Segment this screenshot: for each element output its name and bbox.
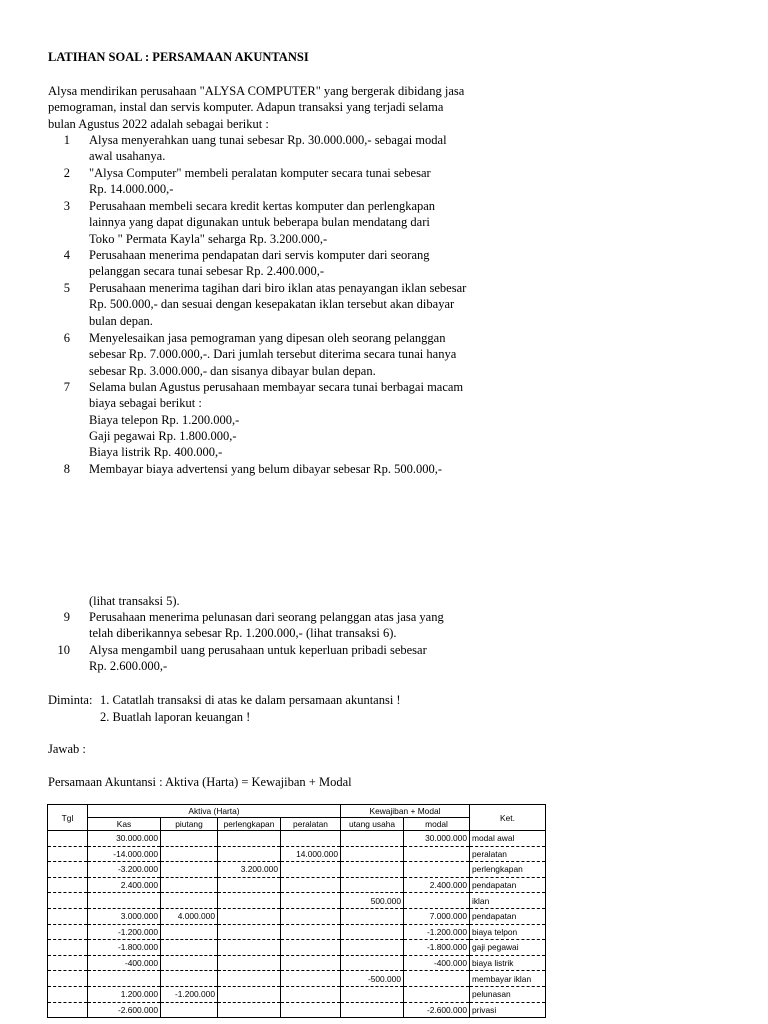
cell-ket: biaya telpon — [470, 924, 546, 940]
cell-peralatan — [281, 940, 341, 956]
cell-kas: -1.800.000 — [88, 940, 161, 956]
transaction-text: Biaya listrik Rp. 400.000,- — [89, 445, 223, 460]
cell-perlengkapan — [218, 1002, 281, 1018]
table-row — [48, 908, 546, 924]
transaction-number: 4 — [63, 248, 70, 262]
cell-utang — [341, 940, 404, 956]
header-modal: modal — [404, 818, 470, 831]
cell-utang — [341, 924, 404, 940]
header-ket: Ket. — [470, 805, 546, 831]
transaction-number: 7 — [63, 380, 70, 394]
cell-tgl — [48, 971, 88, 987]
cell-modal: 2.400.000 — [404, 877, 470, 893]
cell-perlengkapan — [218, 908, 281, 924]
cell-modal — [404, 971, 470, 987]
cell-peralatan — [281, 986, 341, 1002]
intro-line: bulan Agustus 2022 adalah sebagai berikut : — [48, 116, 269, 131]
diminta-item-1: 1. Catatlah transaksi di atas ke dalam persamaan akuntansi ! — [100, 693, 401, 707]
cell-tgl — [48, 924, 88, 940]
cell-piutang — [161, 877, 218, 893]
cell-modal — [404, 862, 470, 878]
header-kas: Kas — [88, 818, 161, 831]
cell-perlengkapan — [218, 877, 281, 893]
cell-modal: -1.200.000 — [404, 924, 470, 940]
cell-tgl — [48, 940, 88, 956]
cell-perlengkapan — [218, 893, 281, 909]
cell-utang — [341, 862, 404, 878]
header-tgl: Tgl — [48, 805, 88, 831]
cell-perlengkapan — [218, 831, 281, 847]
transaction-text: Rp. 14.000.000,- — [89, 182, 174, 197]
cell-kas: 1.200.000 — [88, 986, 161, 1002]
transaction-text: Biaya telepon Rp. 1.200.000,- — [89, 412, 240, 427]
cell-utang — [341, 1002, 404, 1018]
cell-piutang — [161, 893, 218, 909]
cell-piutang — [161, 846, 218, 862]
transaction-number: 2 — [63, 166, 70, 180]
intro-line: pemograman, instal dan servis komputer. Adapun transaksi yang terjadi selama — [48, 100, 444, 115]
cell-tgl — [48, 893, 88, 909]
transaction-text: Perusahaan menerima pelunasan dari seorang pelanggan atas jasa yang — [89, 610, 444, 624]
header-kewajiban-modal: Kewajiban + Modal — [341, 805, 470, 818]
cell-ket: modal awal — [470, 831, 546, 847]
transaction-text: Perusahaan menerima pendapatan dari servis komputer dari seorang — [89, 248, 430, 262]
cell-kas: 2.400.000 — [88, 877, 161, 893]
cell-perlengkapan: 3.200.000 — [218, 862, 281, 878]
header-aktiva: Aktiva (Harta) — [88, 805, 341, 818]
cell-kas: -3.200.000 — [88, 862, 161, 878]
diminta-label: Diminta: — [48, 693, 93, 707]
cell-piutang: 4.000.000 — [161, 908, 218, 924]
cell-peralatan — [281, 955, 341, 971]
cell-peralatan — [281, 831, 341, 847]
transaction-text: Perusahaan membeli secara kredit kertas komputer dan perlengkapan — [89, 199, 436, 213]
cell-utang — [341, 846, 404, 862]
cell-peralatan — [281, 877, 341, 893]
cell-utang: -500.000 — [341, 971, 404, 987]
cell-kas: 3.000.000 — [88, 908, 161, 924]
diminta-item-2: 2. Buatlah laporan keuangan ! — [100, 710, 251, 724]
cell-ket: pendapatan — [470, 877, 546, 893]
header-utang-usaha: utang usaha — [341, 818, 404, 831]
table-row — [48, 846, 546, 862]
transaction-text: Alysa menyerahkan uang tunai sebesar Rp. 30.000.000,- sebagai modal — [89, 133, 447, 147]
cell-kas: -400.000 — [88, 955, 161, 971]
transaction-number: 6 — [63, 331, 70, 345]
cell-peralatan — [281, 971, 341, 987]
transaction-text: Menyelesaikan jasa pemograman yang dipesan oleh seorang pelanggan — [89, 331, 446, 345]
cell-kas — [88, 893, 161, 909]
table-row — [48, 862, 546, 878]
table-row — [48, 831, 546, 847]
cell-peralatan — [281, 908, 341, 924]
cell-peralatan — [281, 1002, 341, 1018]
cell-piutang — [161, 971, 218, 987]
cell-modal — [404, 846, 470, 862]
intro-line: Alysa mendirikan perusahaan "ALYSA COMPUTER" yang bergerak dibidang jasa — [48, 84, 465, 98]
transaction-number: 1 — [63, 133, 70, 147]
accounting-equation: Persamaan Akuntansi : Aktiva (Harta) = Kewajiban + Modal — [48, 775, 352, 789]
transaction-text: pelanggan secara tunai sebesar Rp. 2.400.000,- — [89, 264, 324, 279]
cell-modal: 30.000.000 — [404, 831, 470, 847]
cell-modal: -2.600.000 — [404, 1002, 470, 1018]
cell-tgl — [48, 908, 88, 924]
transaction-number: 8 — [63, 462, 70, 476]
cell-utang — [341, 877, 404, 893]
table-row — [48, 971, 546, 987]
cell-piutang — [161, 940, 218, 956]
cell-piutang — [161, 862, 218, 878]
cell-modal: -400.000 — [404, 955, 470, 971]
cell-ket: pelunasan — [470, 986, 546, 1002]
cell-piutang — [161, 1002, 218, 1018]
cell-modal — [404, 986, 470, 1002]
cell-perlengkapan — [218, 955, 281, 971]
cell-utang — [341, 831, 404, 847]
cell-peralatan: 14.000.000 — [281, 846, 341, 862]
table-row — [48, 877, 546, 893]
transaction-text: Alysa mengambil uang perusahaan untuk keperluan pribadi sebesar — [89, 643, 427, 657]
cell-tgl — [48, 846, 88, 862]
cell-utang — [341, 908, 404, 924]
transaction-8-continuation: (lihat transaksi 5). — [89, 594, 180, 608]
transaction-number: 3 — [63, 199, 70, 213]
transaction-text: sebesar Rp. 7.000.000,-. Dari jumlah tersebut diterima secara tunai hanya — [89, 347, 457, 362]
cell-kas: -1.200.000 — [88, 924, 161, 940]
cell-modal: 7.000.000 — [404, 908, 470, 924]
transaction-text: awal usahanya. — [89, 149, 166, 164]
transaction-text: lainnya yang dapat digunakan untuk beberapa bulan mendatang dari — [89, 215, 430, 230]
cell-tgl — [48, 862, 88, 878]
cell-tgl — [48, 1002, 88, 1018]
intro-paragraph — [48, 83, 468, 132]
transaction-text: sebesar Rp. 3.000.000,- dan sisanya dibayar bulan depan. — [89, 363, 376, 378]
cell-kas: 30.000.000 — [88, 831, 161, 847]
transaction-text: biaya sebagai berikut : — [89, 396, 202, 411]
transaction-number: 9 — [63, 610, 70, 624]
cell-utang — [341, 986, 404, 1002]
cell-utang: 500.000 — [341, 893, 404, 909]
transaction-text: Gaji pegawai Rp. 1.800.000,- — [89, 428, 237, 443]
cell-ket: biaya listrik — [470, 955, 546, 971]
cell-piutang — [161, 955, 218, 971]
table-row — [48, 1002, 546, 1018]
cell-kas: -2.600.000 — [88, 1002, 161, 1018]
cell-ket: perlengkapan — [470, 862, 546, 878]
cell-modal — [404, 893, 470, 909]
cell-ket: gaji pegawai — [470, 940, 546, 956]
transaction-text: Rp. 500.000,- dan sesuai dengan kesepakatan iklan tersebut akan dibayar — [89, 297, 455, 312]
table-row — [48, 940, 546, 956]
cell-utang — [341, 955, 404, 971]
transaction-number: 10 — [57, 643, 70, 657]
header-peralatan: peralatan — [281, 818, 341, 831]
cell-piutang — [161, 924, 218, 940]
cell-kas: -14.000.000 — [88, 846, 161, 862]
transaction-text: "Alysa Computer" membeli peralatan komputer secara tunai sebesar — [89, 166, 431, 180]
cell-ket: membayar iklan — [470, 971, 546, 987]
cell-tgl — [48, 986, 88, 1002]
cell-modal: -1.800.000 — [404, 940, 470, 956]
transaction-text: Membayar biaya advertensi yang belum dibayar sebesar Rp. 500.000,- — [89, 462, 443, 476]
cell-tgl — [48, 831, 88, 847]
cell-perlengkapan — [218, 986, 281, 1002]
table-row — [48, 893, 546, 909]
cell-perlengkapan — [218, 924, 281, 940]
cell-perlengkapan — [218, 940, 281, 956]
accounting-equation-table — [47, 804, 546, 1018]
transaction-text: Rp. 2.600.000,- — [89, 659, 168, 674]
table-row — [48, 986, 546, 1002]
cell-ket: privasi — [470, 1002, 546, 1018]
transaction-text: Perusahaan menerima tagihan dari biro iklan atas penayangan iklan sebesar — [89, 281, 467, 295]
header-perlengkapan: perlengkapan — [218, 818, 281, 831]
transaction-text: bulan depan. — [89, 313, 153, 328]
page-title: LATIHAN SOAL : PERSAMAAN AKUNTANSI — [48, 50, 309, 64]
cell-tgl — [48, 955, 88, 971]
transaction-number: 5 — [63, 281, 70, 295]
cell-piutang: -1.200.000 — [161, 986, 218, 1002]
table-row — [48, 924, 546, 940]
cell-peralatan — [281, 924, 341, 940]
cell-perlengkapan — [218, 971, 281, 987]
cell-ket: iklan — [470, 893, 546, 909]
cell-ket: peralatan — [470, 846, 546, 862]
transaction-text: Selama bulan Agustus perusahaan membayar secara tunai berbagai macam — [89, 380, 464, 394]
cell-kas — [88, 971, 161, 987]
cell-perlengkapan — [218, 846, 281, 862]
cell-ket: pendapatan — [470, 908, 546, 924]
table-row — [48, 955, 546, 971]
cell-tgl — [48, 877, 88, 893]
cell-piutang — [161, 831, 218, 847]
transaction-text: Toko " Permata Kayla" seharga Rp. 3.200.000,- — [89, 231, 328, 246]
jawab-label: Jawab : — [48, 742, 86, 756]
header-piutang: piutang — [161, 818, 218, 831]
cell-peralatan — [281, 893, 341, 909]
cell-peralatan — [281, 862, 341, 878]
transaction-text: telah diberikannya sebesar Rp. 1.200.000,- (lihat transaksi 6). — [89, 626, 397, 641]
